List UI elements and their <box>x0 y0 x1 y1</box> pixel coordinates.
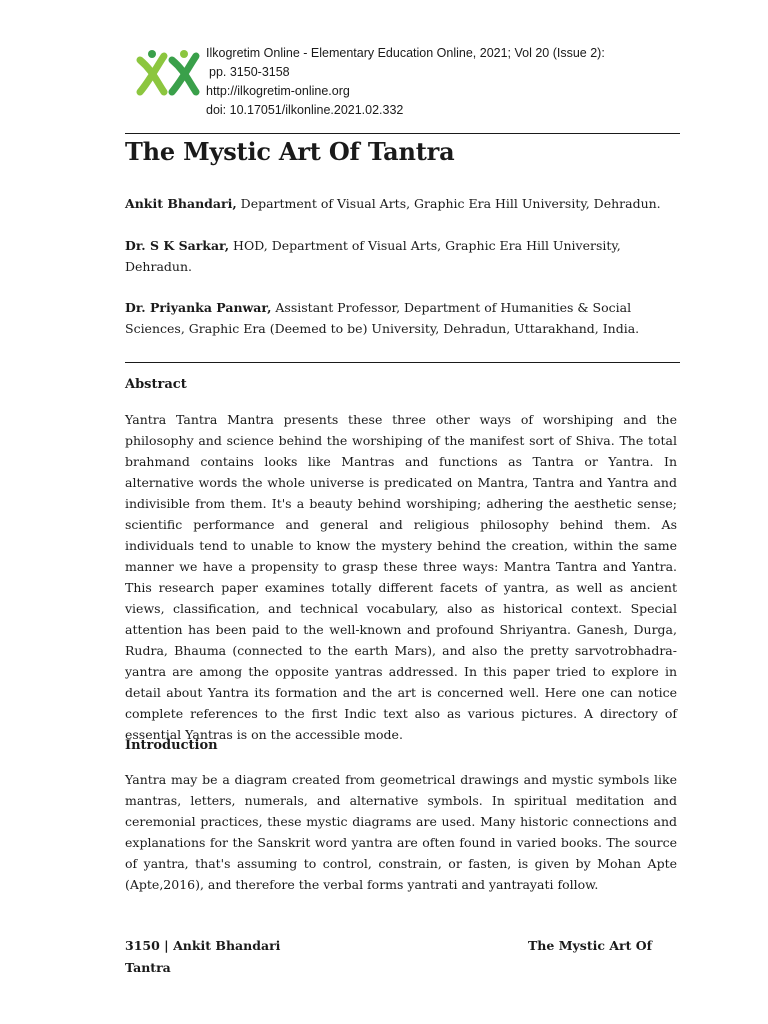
author-entry <box>125 297 685 339</box>
author-affiliation: Department of Visual Arts, Graphic Era Hill University, Dehradun. <box>236 196 661 211</box>
introduction-heading: Introduction <box>125 738 218 753</box>
journal-logo-icon <box>134 48 202 98</box>
journal-citation: Ilkogretim Online - Elementary Education Online, 2021; Vol 20 (Issue 2): <box>206 46 605 60</box>
author-name: Ankit Bhandari, <box>125 196 237 211</box>
journal-doi[interactable]: doi: 10.17051/ilkonline.2021.02.332 <box>206 103 404 117</box>
section-divider <box>125 362 680 363</box>
author-affiliation: HOD, Department of Visual Arts, Graphic Era Hill University, Dehradun. <box>125 238 621 274</box>
author-entry <box>125 193 685 214</box>
abstract-heading: Abstract <box>125 377 187 392</box>
journal-header <box>134 44 694 116</box>
author-affiliation: Assistant Professor, Department of Humanities & Social Sciences, Graphic Era (Deemed to be) University, Dehradun, Uttarakhand, India. <box>125 300 640 336</box>
journal-url[interactable]: http://ilkogretim-online.org <box>206 84 350 98</box>
page-footer <box>125 935 680 979</box>
abstract-text: Yantra Tantra Mantra presents these three other ways of worshiping and the philosophy and science behind the worshiping of the manifest sort of Shiva. The total brahmand contains looks like Mantras and functions as Tantra or Yantra. In alternative words the whole universe is predicated on Mantra, Tantra and Yantra and indivisible from them. It's a beauty behind worshiping; adhering the aesthetic sense; scientific performance and general and religious philosophy behind them. As individuals tend to unable to know the mystery behind the creation, within the same manner we have a propensity to grasp these three ways: Mantra Tantra and Yantra. This research paper examines totally different facets of yantra, as well as ancient views, classification, and technical vocabulary, also as historical context. Special attention has been paid to the well-known and profound Shriyantra. Ganesh, Durga, Rudra, Bhauma (connected to the earth Mars), and also the pretty sarvotrobhadra-yantra are among the opposite yantras addressed. In this paper tried to explore in detail about Yantra its formation and the art is concerned well. Here one can notice complete references to the first Indic text also as various pictures. A directory of essential Yantras is on the accessible mode. <box>125 412 677 742</box>
journal-pages: pp. 3150-3158 <box>209 65 290 79</box>
author-name: Dr. S K Sarkar, <box>125 238 230 253</box>
author-entry <box>125 235 685 277</box>
footer-title-part1: The Mystic Art Of <box>528 938 652 953</box>
paper-title: The Mystic Art Of Tantra <box>125 137 455 166</box>
introduction-text: Yantra may be a diagram created from geometrical drawings and mystic symbols like mantras, letters, numerals, and alternative symbols. In spiritual meditation and ceremonial practices, these mystic diagrams are used. Many historic connections and explanations for the Sanskrit word yantra are often found in varied books. The source of yantra, that's assuming to control, constrain, or fasten, is given by Mohan Apte (Apte,2016), and therefore the verbal forms yantrati and yantrayati follow. <box>125 772 677 892</box>
author-name: Dr. Priyanka Panwar, <box>125 300 272 315</box>
page-number: 3150 <box>125 938 160 953</box>
footer-author: Ankit Bhandari <box>173 938 281 953</box>
footer-separator: | <box>164 938 169 953</box>
header-divider <box>125 133 680 134</box>
footer-title-part2: Tantra <box>125 960 171 975</box>
